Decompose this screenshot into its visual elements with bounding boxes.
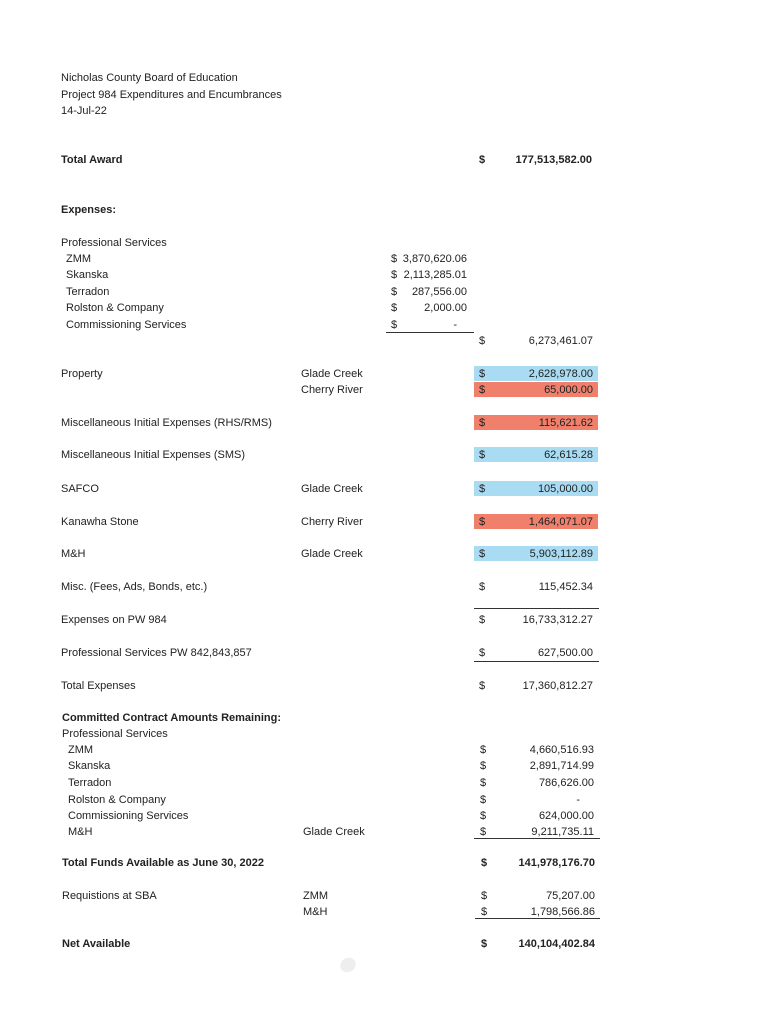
line-label: Misc. (Fees, Ads, Bonds, etc.) bbox=[61, 581, 208, 593]
line-label: SAFCO bbox=[61, 483, 99, 495]
property-amount: 2,628,978.00 bbox=[528, 368, 593, 380]
line-dollar: $ bbox=[479, 417, 486, 429]
expenses-heading: Expenses: bbox=[61, 204, 117, 216]
ps-item-amount: - bbox=[453, 319, 457, 331]
committed-item-amount: 624,000.00 bbox=[538, 810, 594, 822]
ps-item-amount: 287,556.00 bbox=[411, 286, 467, 298]
line-label: Kanawha Stone bbox=[61, 516, 139, 528]
total-funds-label: Total Funds Available as June 30, 2022 bbox=[62, 857, 264, 869]
ps-item-amount: 3,870,620.06 bbox=[402, 253, 467, 265]
ps-item-dollar: $ bbox=[391, 302, 398, 314]
line-dollar: $ bbox=[479, 647, 486, 659]
requisition-name: ZMM bbox=[303, 890, 329, 902]
total-award-label: Total Award bbox=[61, 154, 123, 166]
divider bbox=[474, 608, 599, 609]
line-amount: 62,615.28 bbox=[544, 449, 593, 461]
line-amount: 115,621.62 bbox=[538, 417, 593, 429]
committed-item-name: ZMM bbox=[68, 744, 94, 756]
line-dollar: $ bbox=[479, 516, 486, 528]
professional-services-label: Professional Services bbox=[61, 237, 167, 249]
line-label: Total Expenses bbox=[61, 680, 136, 692]
net-available-label: Net Available bbox=[62, 938, 131, 950]
ps-item-name: ZMM bbox=[66, 253, 92, 265]
committed-item-name: Skanska bbox=[68, 760, 111, 772]
committed-item-name: M&H bbox=[68, 826, 93, 838]
committed-item-site: Glade Creek bbox=[303, 826, 365, 838]
line-dollar: $ bbox=[479, 581, 486, 593]
divider bbox=[386, 332, 474, 333]
committed-item-dollar: $ bbox=[480, 760, 487, 772]
line-dollar: $ bbox=[479, 680, 486, 692]
committed-item-dollar: $ bbox=[480, 810, 487, 822]
line-dollar: $ bbox=[479, 614, 486, 626]
line-amount: 17,360,812.27 bbox=[522, 680, 593, 692]
divider bbox=[474, 838, 600, 839]
line-label: Miscellaneous Initial Expenses (SMS) bbox=[61, 449, 246, 461]
property-site: Cherry River bbox=[301, 384, 363, 396]
ps-item-name: Skanska bbox=[66, 269, 109, 281]
requisition-amount: 1,798,566.86 bbox=[530, 906, 595, 918]
ps-item-dollar: $ bbox=[391, 253, 398, 265]
committed-item-dollar: $ bbox=[480, 794, 487, 806]
line-dollar: $ bbox=[479, 483, 486, 495]
ps-item-dollar: $ bbox=[391, 269, 398, 281]
line-site: Glade Creek bbox=[301, 548, 363, 560]
property-label: Property bbox=[61, 368, 103, 380]
requisition-name: M&H bbox=[303, 906, 328, 918]
property-dollar: $ bbox=[479, 384, 486, 396]
line-label: Professional Services PW 842,843,857 bbox=[61, 647, 252, 659]
divider bbox=[474, 661, 599, 662]
committed-item-dollar: $ bbox=[480, 826, 487, 838]
property-amount: 65,000.00 bbox=[544, 384, 593, 396]
requisition-dollar: $ bbox=[481, 890, 488, 902]
organization-name: Nicholas County Board of Education bbox=[61, 72, 238, 84]
committed-item-amount: - bbox=[576, 794, 580, 806]
ps-subtotal-amount: 6,273,461.07 bbox=[528, 335, 593, 347]
ps-item-name: Terradon bbox=[66, 286, 110, 298]
property-dollar: $ bbox=[479, 368, 486, 380]
line-site: Glade Creek bbox=[301, 483, 363, 495]
requisition-dollar: $ bbox=[481, 906, 488, 918]
property-site: Glade Creek bbox=[301, 368, 363, 380]
ps-item-amount: 2,113,285.01 bbox=[403, 269, 467, 281]
report-title: Project 984 Expenditures and Encumbrances bbox=[61, 89, 282, 101]
ps-item-name: Commissioning Services bbox=[66, 319, 187, 331]
committed-item-name: Terradon bbox=[68, 777, 112, 789]
line-label: Miscellaneous Initial Expenses (RHS/RMS) bbox=[61, 417, 272, 429]
committed-item-amount: 9,211,735.11 bbox=[531, 826, 594, 838]
total-funds-amount: 141,978,176.70 bbox=[518, 857, 595, 869]
committed-item-amount: 2,891,714.99 bbox=[529, 760, 594, 772]
total-award-dollar: $ bbox=[479, 154, 486, 166]
line-amount: 16,733,312.27 bbox=[522, 614, 593, 626]
line-dollar: $ bbox=[479, 449, 486, 461]
total-award-amount: 177,513,582.00 bbox=[515, 154, 592, 166]
line-amount: 105,000.00 bbox=[537, 483, 593, 495]
committed-heading: Committed Contract Amounts Remaining: bbox=[62, 712, 281, 724]
divider bbox=[475, 918, 600, 919]
ps-item-dollar: $ bbox=[391, 319, 398, 331]
net-available-amount: 140,104,402.84 bbox=[518, 938, 595, 950]
line-label: M&H bbox=[61, 548, 86, 560]
requisition-amount: 75,207.00 bbox=[546, 890, 595, 902]
ps-item-name: Rolston & Company bbox=[66, 302, 164, 314]
line-amount: 1,464,071.07 bbox=[528, 516, 593, 528]
line-amount: 5,903,112.89 bbox=[529, 548, 593, 560]
ps-subtotal-dollar: $ bbox=[479, 335, 486, 347]
report-date: 14-Jul-22 bbox=[61, 105, 107, 117]
committed-item-dollar: $ bbox=[480, 777, 487, 789]
committed-subheading: Professional Services bbox=[62, 728, 168, 740]
requisitions-label: Requistions at SBA bbox=[62, 890, 157, 902]
scan-smudge bbox=[338, 955, 359, 975]
line-amount: 115,452.34 bbox=[538, 581, 593, 593]
line-site: Cherry River bbox=[301, 516, 363, 528]
total-funds-dollar: $ bbox=[481, 857, 488, 869]
line-amount: 627,500.00 bbox=[537, 647, 593, 659]
committed-item-dollar: $ bbox=[480, 744, 487, 756]
ps-item-amount: 2,000.00 bbox=[424, 302, 467, 314]
committed-item-amount: 786,626.00 bbox=[538, 777, 594, 789]
ps-item-dollar: $ bbox=[391, 286, 398, 298]
line-dollar: $ bbox=[479, 548, 486, 560]
committed-item-name: Rolston & Company bbox=[68, 794, 166, 806]
committed-item-name: Commissioning Services bbox=[68, 810, 189, 822]
line-label: Expenses on PW 984 bbox=[61, 614, 167, 626]
committed-item-amount: 4,660,516.93 bbox=[529, 744, 594, 756]
net-available-dollar: $ bbox=[481, 938, 488, 950]
